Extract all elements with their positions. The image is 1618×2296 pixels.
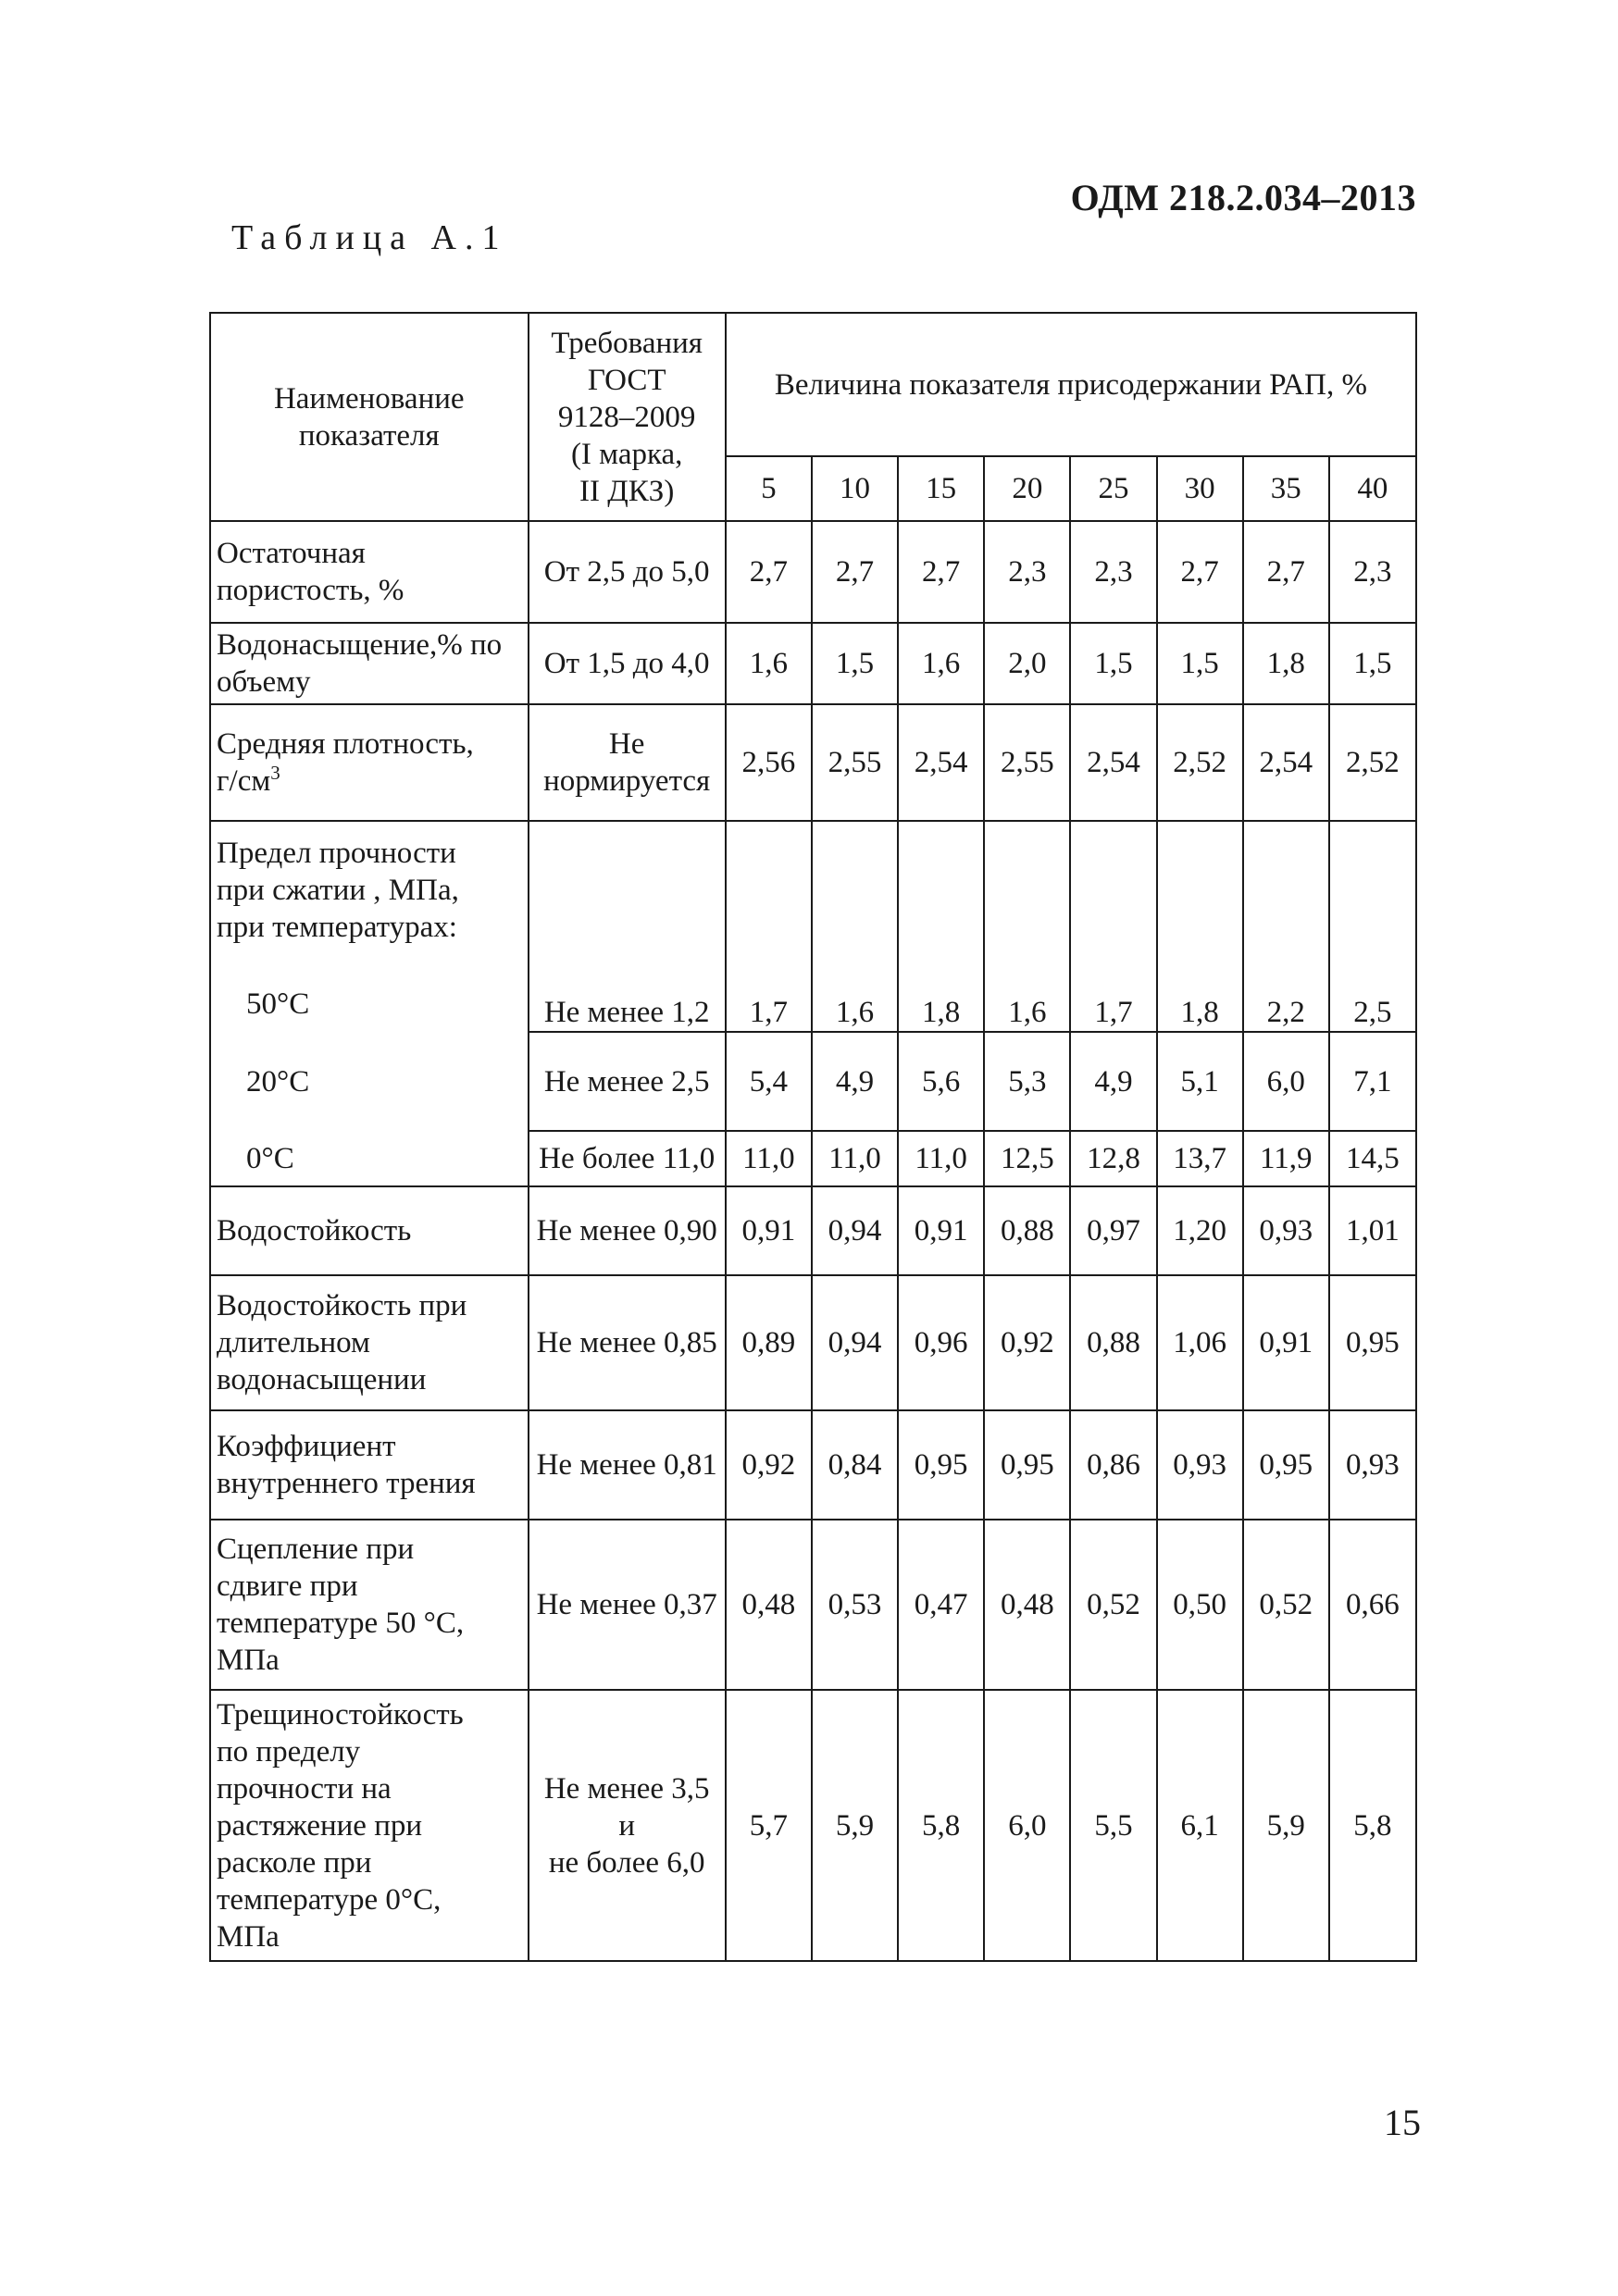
row-requirement: Не более 11,0 (529, 1131, 726, 1186)
row-name-line: Трещиностойкость (217, 1697, 464, 1731)
row-name (210, 704, 529, 821)
table-header-row (210, 313, 1416, 456)
table-row (210, 1410, 1416, 1520)
value-cell: 0,50 (1157, 1520, 1243, 1690)
value-cell: 2,7 (812, 521, 898, 623)
value-cell: 11,0 (898, 1131, 984, 1186)
row-name (210, 969, 529, 1032)
value-cell-empty (812, 821, 898, 969)
rap-level-cell: 5 (726, 456, 812, 521)
value-cell: 5,8 (1329, 1690, 1416, 1961)
value-cell: 2,52 (1157, 704, 1243, 821)
value-cell: 11,9 (1243, 1131, 1329, 1186)
row-name-line: Предел прочности (217, 837, 456, 870)
row-name-line (217, 763, 522, 800)
row-name-line: Водостойкость при (217, 1289, 467, 1322)
row-name-line: расколе при (217, 1845, 372, 1880)
document-code: ОДМ 218.2.034–2013 (1070, 177, 1416, 218)
row-name-line: внутреннего трения (217, 1467, 476, 1500)
row-name (210, 1275, 529, 1410)
row-name-line: Водонасыщение,% по (217, 628, 503, 662)
value-cell: 1,8 (1157, 969, 1243, 1032)
value-cell: 5,1 (1157, 1032, 1243, 1131)
table-row (210, 623, 1416, 704)
value-cell: 5,7 (726, 1690, 812, 1961)
row-requirement: Не менее 2,5 (529, 1032, 726, 1131)
value-cell: 1,6 (984, 969, 1070, 1032)
row-requirement: Не менее 0,37 (529, 1520, 726, 1690)
value-cell: 6,0 (1243, 1032, 1329, 1131)
row-name-line: при температурах: (217, 911, 457, 944)
col-header-name: Наименование показателя (210, 313, 529, 521)
value-cell: 0,95 (1243, 1410, 1329, 1520)
value-cell: 0,52 (1070, 1520, 1156, 1690)
value-cell: 2,7 (1243, 521, 1329, 623)
value-cell: 0,88 (984, 1186, 1070, 1275)
value-cell: 5,9 (812, 1690, 898, 1961)
value-cell-empty (1329, 821, 1416, 969)
row-name (210, 1186, 529, 1275)
value-cell: 1,5 (1329, 623, 1416, 704)
value-cell: 6,0 (984, 1690, 1070, 1961)
value-cell: 0,91 (898, 1186, 984, 1275)
value-cell: 2,56 (726, 704, 812, 821)
value-cell: 2,7 (726, 521, 812, 623)
row-name-line: водонасыщении (217, 1363, 427, 1396)
req-header-line: (I марка, (570, 437, 683, 471)
page-number: 15 (1384, 2102, 1421, 2143)
value-cell: 1,6 (726, 623, 812, 704)
req-line: Не (608, 727, 645, 761)
value-cell: 0,94 (812, 1186, 898, 1275)
row-name (210, 521, 529, 623)
row-requirement (529, 1690, 726, 1961)
value-cell: 1,7 (726, 969, 812, 1032)
row-name-line: температуре 0°С, (217, 1882, 442, 1917)
value-cell: 2,7 (1157, 521, 1243, 623)
value-cell: 0,93 (1157, 1410, 1243, 1520)
value-cell: 2,7 (898, 521, 984, 623)
row-name-line: прочности на (217, 1771, 392, 1806)
value-cell-empty (1070, 821, 1156, 969)
value-cell: 1,6 (898, 623, 984, 704)
value-cell: 2,54 (1243, 704, 1329, 821)
value-cell: 1,06 (1157, 1275, 1243, 1410)
value-cell: 5,9 (1243, 1690, 1329, 1961)
value-cell: 0,96 (898, 1275, 984, 1410)
col-header-requirement (529, 313, 726, 521)
value-cell: 6,1 (1157, 1690, 1243, 1961)
value-cell: 1,01 (1329, 1186, 1416, 1275)
value-cell: 5,6 (898, 1032, 984, 1131)
row-name-line: 20°С (246, 1064, 310, 1098)
row-name-line: объему (217, 665, 311, 699)
row-requirement (529, 704, 726, 821)
value-cell: 1,5 (812, 623, 898, 704)
row-name-line: при сжатии , МПа, (217, 874, 459, 907)
row-name-line: Водостойкость (217, 1214, 412, 1247)
value-cell: 0,84 (812, 1410, 898, 1520)
rap-level-cell: 30 (1157, 456, 1243, 521)
value-cell: 0,88 (1070, 1275, 1156, 1410)
value-cell: 4,9 (1070, 1032, 1156, 1131)
value-cell: 2,0 (984, 623, 1070, 704)
value-cell: 11,0 (726, 1131, 812, 1186)
value-cell: 2,3 (1070, 521, 1156, 623)
row-name (210, 1131, 529, 1186)
value-cell: 2,54 (898, 704, 984, 821)
value-cell: 1,20 (1157, 1186, 1243, 1275)
rap-level-cell: 35 (1243, 456, 1329, 521)
row-requirement: Не менее 0,90 (529, 1186, 726, 1275)
rap-level-cell: 40 (1329, 456, 1416, 521)
rap-level-cell: 10 (812, 456, 898, 521)
row-name-line: Остаточная (217, 537, 366, 570)
row-name-line: растяжение при (217, 1808, 423, 1843)
value-cell: 12,8 (1070, 1131, 1156, 1186)
value-cell-empty (898, 821, 984, 969)
value-cell: 5,5 (1070, 1690, 1156, 1961)
value-cell: 0,95 (984, 1410, 1070, 1520)
value-cell: 1,6 (812, 969, 898, 1032)
row-requirement: Не менее 0,81 (529, 1410, 726, 1520)
value-cell: 0,86 (1070, 1410, 1156, 1520)
table-row (210, 969, 1416, 1032)
value-cell: 2,5 (1329, 969, 1416, 1032)
req-header-line: 9128–2009 (557, 400, 696, 434)
value-cell: 0,97 (1070, 1186, 1156, 1275)
value-cell: 1,8 (898, 969, 984, 1032)
row-name-line: 0°С (246, 1141, 294, 1175)
value-cell: 0,47 (898, 1520, 984, 1690)
value-cell: 0,89 (726, 1275, 812, 1410)
row-name (210, 1410, 529, 1520)
table-row (210, 1186, 1416, 1275)
row-name-line: Сцепление при (217, 1533, 415, 1566)
value-cell: 1,5 (1157, 623, 1243, 704)
unit-text: г/см (217, 764, 271, 798)
value-cell: 2,3 (1329, 521, 1416, 623)
table-row (210, 1131, 1416, 1186)
row-name-line: 50°С (246, 987, 310, 1021)
row-requirement: От 1,5 до 4,0 (529, 623, 726, 704)
req-line: нормируется (543, 764, 711, 798)
table-caption: Таблица А.1 (231, 218, 508, 257)
value-cell: 2,54 (1070, 704, 1156, 821)
value-cell: 0,91 (1243, 1275, 1329, 1410)
row-name-line: по пределу (217, 1734, 361, 1769)
value-cell: 2,2 (1243, 969, 1329, 1032)
table-row (210, 1690, 1416, 1961)
req-line: не более 6,0 (548, 1845, 705, 1880)
value-cell: 5,4 (726, 1032, 812, 1131)
table-row (210, 821, 1416, 969)
value-cell-empty (1243, 821, 1329, 969)
value-cell: 0,94 (812, 1275, 898, 1410)
value-cell: 11,0 (812, 1131, 898, 1186)
row-requirement: Не менее 0,85 (529, 1275, 726, 1410)
table-row (210, 521, 1416, 623)
value-cell: 13,7 (1157, 1131, 1243, 1186)
req-header-line: Требования (551, 326, 703, 360)
data-table (209, 312, 1417, 1962)
value-cell-empty (726, 821, 812, 969)
value-cell: 0,66 (1329, 1520, 1416, 1690)
table-row (210, 1032, 1416, 1131)
req-line: и (618, 1808, 635, 1843)
value-cell: 1,7 (1070, 969, 1156, 1032)
row-name (210, 1032, 529, 1131)
value-cell: 0,53 (812, 1520, 898, 1690)
row-name (210, 1690, 529, 1961)
value-cell: 0,92 (726, 1410, 812, 1520)
value-cell: 0,92 (984, 1275, 1070, 1410)
value-cell-empty (984, 821, 1070, 969)
req-line: Не менее 3,5 (543, 1771, 710, 1806)
row-requirement: От 2,5 до 5,0 (529, 521, 726, 623)
value-cell: 2,3 (984, 521, 1070, 623)
req-header-line: ГОСТ (587, 363, 666, 397)
value-cell-empty (1157, 821, 1243, 969)
row-name-line: сдвиге при (217, 1570, 358, 1603)
value-cell: 0,93 (1329, 1410, 1416, 1520)
value-cell: 0,52 (1243, 1520, 1329, 1690)
value-cell: 2,55 (812, 704, 898, 821)
row-name (210, 821, 529, 969)
row-name-line: Коэффициент (217, 1430, 396, 1463)
row-name-line: Средняя плотность, (217, 727, 474, 761)
row-name (210, 623, 529, 704)
value-cell: 0,93 (1243, 1186, 1329, 1275)
table-row (210, 1520, 1416, 1690)
value-cell: 1,8 (1243, 623, 1329, 704)
rap-level-cell: 25 (1070, 456, 1156, 521)
unit-superscript: 3 (270, 762, 280, 784)
row-requirement: Не менее 1,2 (529, 969, 726, 1032)
row-requirement-empty (529, 821, 726, 969)
value-cell: 1,5 (1070, 623, 1156, 704)
row-name-line: температуре 50 °С, (217, 1607, 465, 1640)
value-cell: 12,5 (984, 1131, 1070, 1186)
table-row (210, 1275, 1416, 1410)
rap-level-cell: 20 (984, 456, 1070, 521)
value-cell: 5,8 (898, 1690, 984, 1961)
value-cell: 7,1 (1329, 1032, 1416, 1131)
row-name (210, 1520, 529, 1690)
row-name-line: МПа (217, 1644, 280, 1677)
value-cell: 0,91 (726, 1186, 812, 1275)
table-row (210, 704, 1416, 821)
value-cell: 0,48 (726, 1520, 812, 1690)
row-name-line: пористость, % (217, 574, 404, 607)
value-cell: 4,9 (812, 1032, 898, 1131)
value-cell: 0,95 (898, 1410, 984, 1520)
value-cell: 0,48 (984, 1520, 1070, 1690)
req-header-line: II ДКЗ) (579, 474, 675, 508)
value-cell: 0,95 (1329, 1275, 1416, 1410)
value-cell: 14,5 (1329, 1131, 1416, 1186)
row-name-line: длительном (217, 1326, 370, 1359)
value-cell: 2,52 (1329, 704, 1416, 821)
col-group-header: Величина показателя присодержании РАП, % (726, 313, 1416, 456)
value-cell: 2,55 (984, 704, 1070, 821)
row-name-line: МПа (217, 1919, 280, 1954)
value-cell: 5,3 (984, 1032, 1070, 1131)
rap-level-cell: 15 (898, 456, 984, 521)
